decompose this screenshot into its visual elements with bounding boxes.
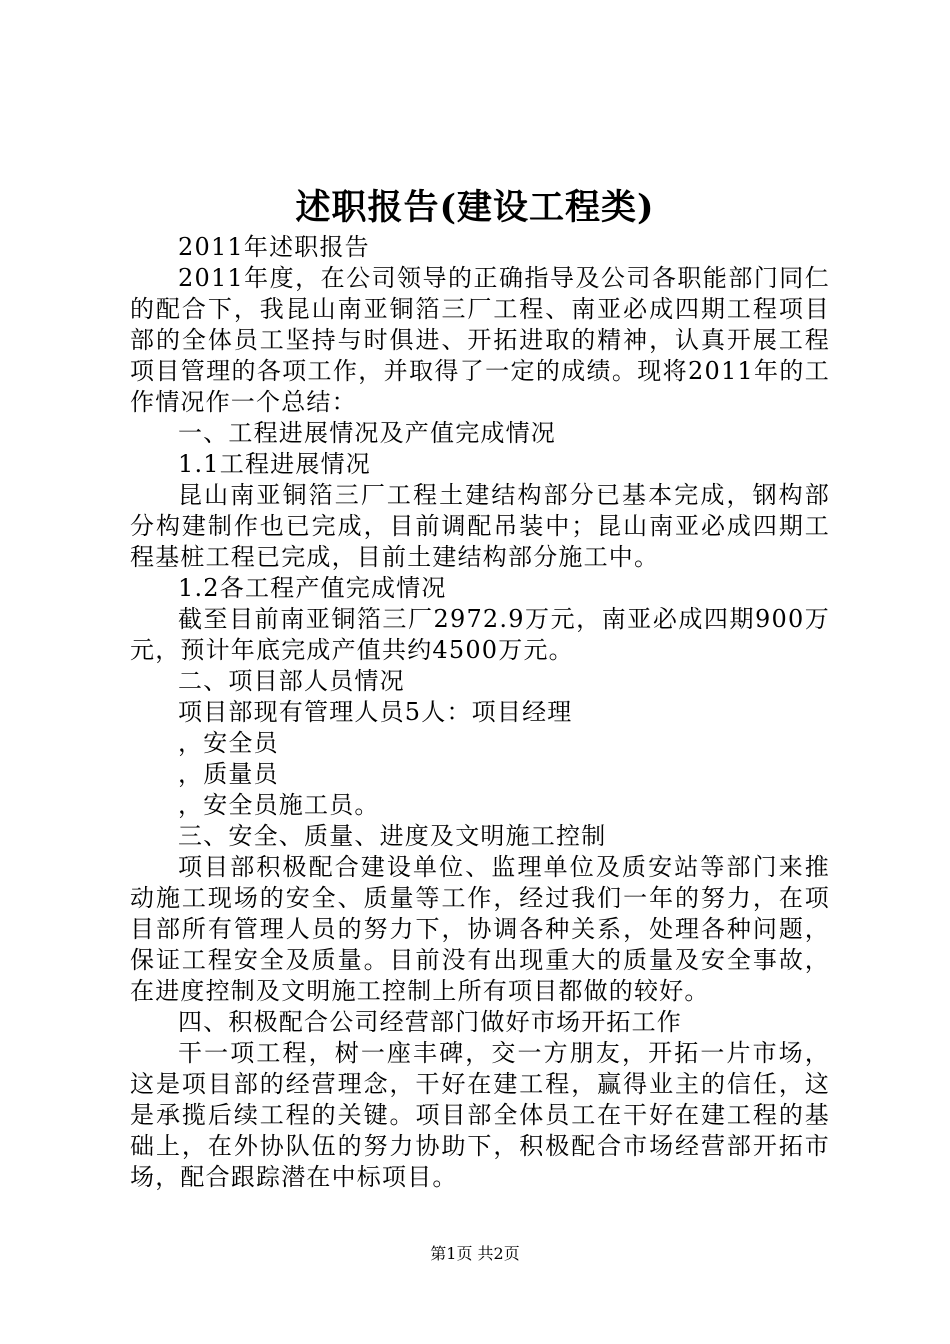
paragraph: ，安全员 [178,729,279,757]
document-body [130,232,830,1193]
page-footer: 第1页 共2页 [430,1244,520,1263]
paragraph: 项目部积极配合建设单位、监理单位及质安站等部门来推动施工现场的安全、质量等工作，经过我们一年的努力，在项目部所有管理人员的努力下，协调各种关系，处理各种问题，保证工程安全及质量。目前没有出现重大的质量及安全事故，在进度控制及文明施工控制上所有项目都做的较好。 [130,853,830,1005]
paragraph: 干一项工程，树一座丰碑，交一方朋友，开拓一片市场，这是项目部的经营理念，干好在建工程，赢得业主的信任，这是承揽后续工程的关键。项目部全体员工在干好在建工程的基础上，在外协队伍的努力协助下，积极配合市场经营部开拓市场，配合跟踪潜在中标项目。 [130,1039,830,1191]
section-heading: 三、安全、质量、进度及文明施工控制 [178,822,607,850]
paragraph: ，质量员 [178,760,279,788]
paragraph: 截至目前南亚铜箔三厂2972.9万元，南亚必成四期900万元，预计年底完成产值共约4500万元。 [130,605,830,664]
section-heading: 二、项目部人员情况 [178,667,405,695]
section-heading: 四、积极配合公司经营部门做好市场开拓工作 [178,1008,682,1036]
paragraph: 昆山南亚铜箔三厂工程土建结构部分已基本完成，钢构部分构建制作也已完成，目前调配吊装中；昆山南亚必成四期工程基桩工程已完成，目前土建结构部分施工中。 [130,481,830,571]
section-heading: 一、工程进展情况及产值完成情况 [178,419,556,447]
subsection-heading: 1.1工程进展情况 [178,450,371,478]
paragraph: 2011年度，在公司领导的正确指导及公司各职能部门同仁的配合下，我昆山南亚铜箔三厂工程、南亚必成四期工程项目部的全体员工坚持与时俱进、开拓进取的精神，认真开展工程项目管理的各项工作，并取得了一定的成绩。现将2011年的工作情况作一个总结： [130,264,830,416]
paragraph: 项目部现有管理人员5人：项目经理 [178,698,573,726]
document-title: 述职报告(建设工程类) [295,187,655,228]
paragraph: 2011年述职报告 [178,233,370,261]
paragraph: ，安全员施工员。 [178,791,380,819]
subsection-heading: 1.2各工程产值完成情况 [178,574,447,602]
